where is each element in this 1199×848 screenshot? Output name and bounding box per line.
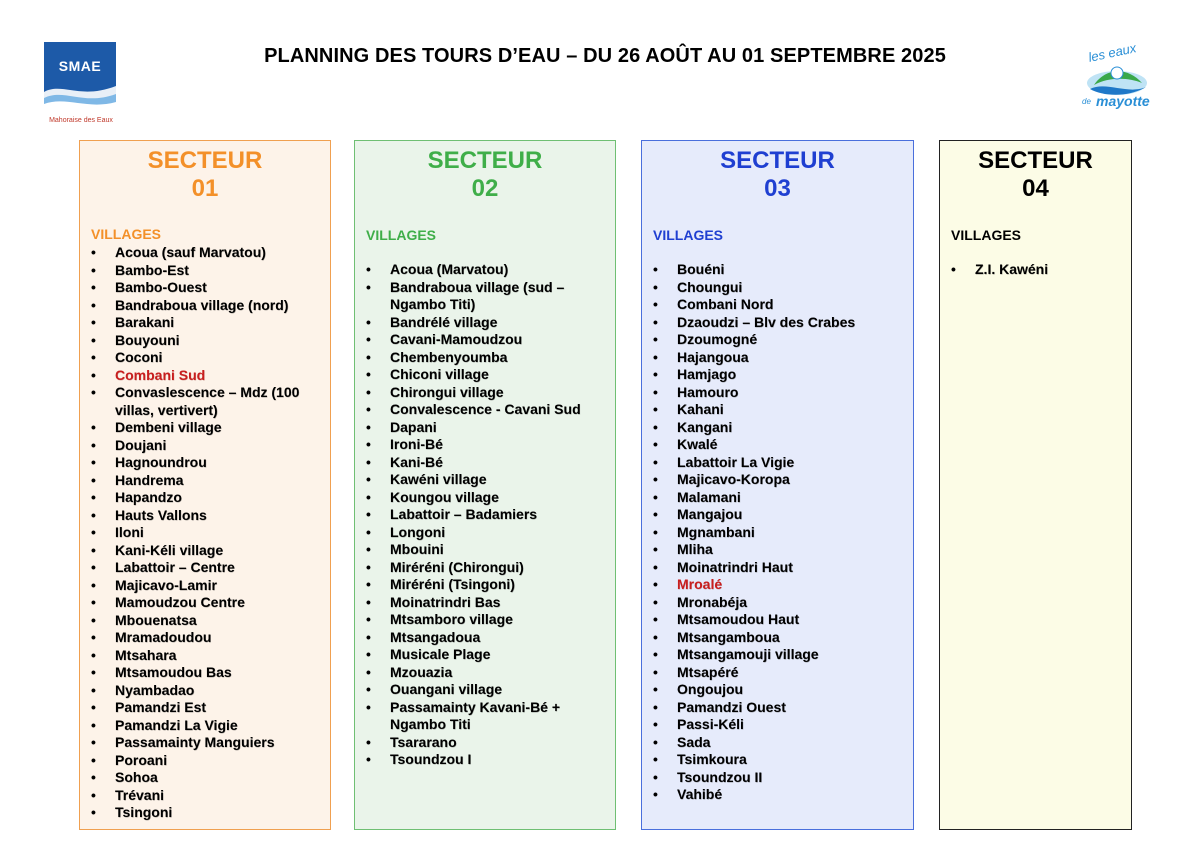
sector-02-heading-label: SECTEUR (427, 147, 543, 174)
mayotte-logo-top: les eaux (1086, 40, 1138, 65)
village-list-item: • Mbouenatsa (91, 612, 330, 630)
village-list-item: • Barakani (91, 314, 330, 332)
village-list-item: • Cavani-Mamoudzou (366, 331, 615, 349)
smae-logo (40, 42, 122, 126)
mayotte-logo-de: de (1082, 97, 1091, 106)
village-list-item: • Mroalé (653, 576, 913, 594)
wave-icon (44, 80, 116, 112)
village-list-item: • Moinatrindri Bas (366, 594, 615, 612)
village-list-item: • Tsararano (366, 734, 615, 752)
village-list-item: • Passi-Kéli (653, 716, 913, 734)
village-list-item: • Kahani (653, 401, 913, 419)
village-list-item: • Kani-Bé (366, 454, 615, 472)
village-list-item: • Musicale Plage (366, 646, 615, 664)
village-list-item: • Convaslescence – Mdz (100 villas, vertivert) (91, 384, 330, 419)
village-list-item: • Tsoundzou II (653, 769, 913, 787)
village-list-item: • Kani-Kéli village (91, 542, 330, 560)
sector-01-heading-number: 01 (191, 175, 219, 202)
village-list-item: • Mgnambani (653, 524, 913, 542)
village-list-item: • Convalescence - Cavani Sud (366, 401, 615, 419)
village-list-item: • Mtsamoudou Bas (91, 664, 330, 682)
village-list-item: • Combani Sud (91, 367, 330, 385)
village-list-item: • Chiconi village (366, 366, 615, 384)
sector-04-panel (939, 140, 1132, 830)
village-list-item: • Chembenyoumba (366, 349, 615, 367)
sector-02-heading (355, 147, 615, 203)
village-list-item: • Mtsangamouji village (653, 646, 913, 664)
village-list-item: • Mronabéja (653, 594, 913, 612)
sector-03-heading-label: SECTEUR (720, 147, 835, 174)
smae-logo-subtitle: Mahoraise des Eaux (49, 117, 113, 124)
sector-01-panel (79, 140, 331, 830)
village-list-item: • Poroani (91, 752, 330, 770)
smae-logo-name: SMAE (58, 58, 102, 74)
village-list-item: • Tsimkoura (653, 751, 913, 769)
village-list-item: • Iloni (91, 524, 330, 542)
village-list-item: • Longoni (366, 524, 615, 542)
village-list-item: • Dapani (366, 419, 615, 437)
village-list-item: • Doujani (91, 437, 330, 455)
village-list-item: • Kawéni village (366, 471, 615, 489)
mayotte-logo (1080, 40, 1156, 117)
sector-04-heading-label: SECTEUR (978, 147, 1093, 174)
village-list-item: • Sohoa (91, 769, 330, 787)
village-list-item: • Miréréni (Tsingoni) (366, 576, 615, 594)
village-list-item: • Majicavo-Koropa (653, 471, 913, 489)
sector-01-heading (80, 147, 330, 203)
village-list-item: • Coconi (91, 349, 330, 367)
sector-04-heading-number: 04 (1022, 175, 1049, 202)
village-list-item: • Mtsamboro village (366, 611, 615, 629)
village-list-item: • Hapandzo (91, 489, 330, 507)
village-list-item: • Malamani (653, 489, 913, 507)
village-list-item: • Labattoir – Badamiers (366, 506, 615, 524)
village-list-item: • Mtsahara (91, 647, 330, 665)
village-list-item: • Dzaoudzi – Blv des Crabes (653, 314, 913, 332)
village-list-item: • Bandraboua village (sud – Ngambo Titi) (366, 279, 615, 314)
village-list-item: • Mzouazia (366, 664, 615, 682)
village-list-item: • Nyambadao (91, 682, 330, 700)
village-list-item: • Bambo-Ouest (91, 279, 330, 297)
village-list-item: • Hamjago (653, 366, 913, 384)
village-list-item: • Choungui (653, 279, 913, 297)
sector-04-heading (940, 147, 1131, 203)
village-list-item: • Miréréni (Chirongui) (366, 559, 615, 577)
village-list-item: • Ironi-Bé (366, 436, 615, 454)
village-list-item: • Mramadoudou (91, 629, 330, 647)
village-list-item: • Pamandzi Ouest (653, 699, 913, 717)
village-list-item: • Mangajou (653, 506, 913, 524)
village-list-item: • Mliha (653, 541, 913, 559)
page-title: PLANNING DES TOURS D’EAU – DU 26 AOÛT AU 01 SEPTEMBRE 2025 (264, 45, 946, 67)
village-list-item: • Bouéni (653, 261, 913, 279)
sector-03-heading (642, 147, 913, 203)
village-list-item: • Mtsangamboua (653, 629, 913, 647)
sector-03-village-list (653, 261, 913, 804)
village-list-item: • Z.I. Kawéni (951, 261, 1131, 279)
village-list-item: • Mbouini (366, 541, 615, 559)
village-list-item: • Acoua (Marvatou) (366, 261, 615, 279)
sector-04-villages-label: VILLAGES (951, 227, 1022, 243)
village-list-item: • Kangani (653, 419, 913, 437)
village-list-item: • Labattoir La Vigie (653, 454, 913, 472)
village-list-item: • Passamainty Kavani-Bé + Ngambo Titi (366, 699, 615, 734)
sector-03-villages-label: VILLAGES (653, 227, 724, 243)
sector-03-panel (641, 140, 914, 830)
village-list-item: • Mtsapéré (653, 664, 913, 682)
village-list-item: • Pamandzi Est (91, 699, 330, 717)
sector-02-panel (354, 140, 616, 830)
sector-01-villages-label: VILLAGES (91, 226, 162, 242)
village-list-item: • Mtsangadoua (366, 629, 615, 647)
village-list-item: • Combani Nord (653, 296, 913, 314)
village-list-item: • Mamoudzou Centre (91, 594, 330, 612)
village-list-item: • Bouyouni (91, 332, 330, 350)
sector-03-heading-number: 03 (764, 175, 791, 202)
village-list-item: • Hajangoua (653, 349, 913, 367)
village-list-item: • Hauts Vallons (91, 507, 330, 525)
village-list-item: • Hagnoundrou (91, 454, 330, 472)
village-list-item: • Bandraboua village (nord) (91, 297, 330, 315)
village-list-item: • Kwalé (653, 436, 913, 454)
village-list-item: • Bandrélé village (366, 314, 615, 332)
village-list-item: • Bambo-Est (91, 262, 330, 280)
sector-02-heading-number: 02 (471, 175, 499, 202)
village-list-item: • Tsingoni (91, 804, 330, 822)
village-list-item: • Ongoujou (653, 681, 913, 699)
village-list-item: • Vahibé (653, 786, 913, 804)
village-list-item: • Hamouro (653, 384, 913, 402)
village-list-item: • Ouangani village (366, 681, 615, 699)
village-list-item: • Sada (653, 734, 913, 752)
sector-02-villages-label: VILLAGES (366, 227, 437, 243)
village-list-item: • Trévani (91, 787, 330, 805)
sector-01-village-list (91, 244, 330, 822)
village-list-item: • Labattoir – Centre (91, 559, 330, 577)
village-list-item: • Koungou village (366, 489, 615, 507)
village-list-item: • Passamainty Manguiers (91, 734, 330, 752)
village-list-item: • Mtsamoudou Haut (653, 611, 913, 629)
village-list-item: • Dembeni village (91, 419, 330, 437)
village-list-item: • Acoua (sauf Marvatou) (91, 244, 330, 262)
village-list-item: • Dzoumogné (653, 331, 913, 349)
village-list-item: • Chirongui village (366, 384, 615, 402)
village-list-item: • Pamandzi La Vigie (91, 717, 330, 735)
village-list-item: • Moinatrindri Haut (653, 559, 913, 577)
sector-04-village-list (951, 261, 1131, 279)
sector-02-village-list (366, 261, 615, 769)
water-drop-icon (1084, 59, 1150, 97)
mayotte-logo-name: mayotte (1096, 93, 1150, 109)
village-list-item: • Handrema (91, 472, 330, 490)
village-list-item: • Majicavo-Lamir (91, 577, 330, 595)
village-list-item: • Tsoundzou I (366, 751, 615, 769)
sector-01-heading-label: SECTEUR (147, 147, 263, 174)
